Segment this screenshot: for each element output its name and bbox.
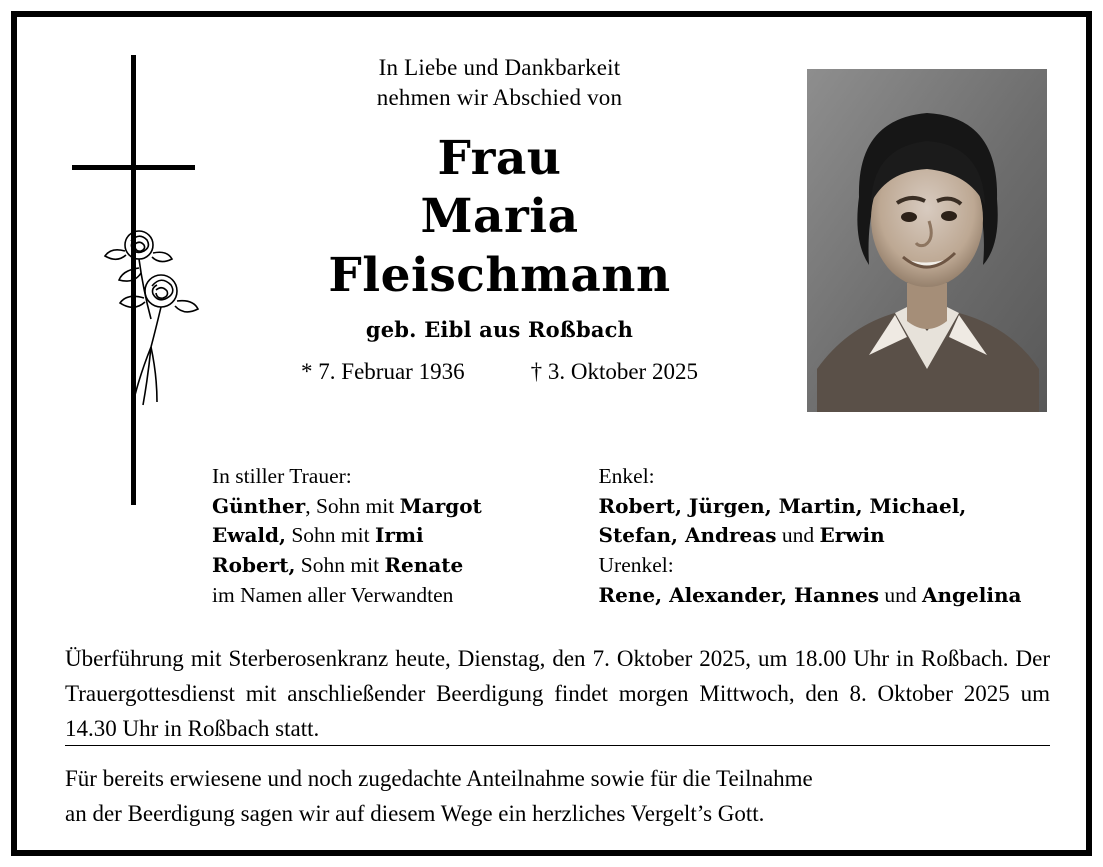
mourner-2-relation: Sohn mit (285, 523, 375, 548)
portrait-photo (807, 69, 1047, 412)
mourner-2-partner: Irmi (374, 523, 424, 548)
divider (65, 745, 1050, 746)
mourner-row-2 (212, 521, 549, 551)
mourner-row-1 (212, 492, 549, 522)
mourners-footer: im Namen aller Verwandten (212, 582, 454, 607)
grandchildren-names-1: Robert, Jürgen, Martin, Michael, (598, 493, 967, 518)
mourner-3-relation: Sohn mit (295, 552, 385, 577)
mourners-left-column (212, 462, 549, 610)
mourner-1-partner: Margot (399, 493, 482, 518)
mourners-right-column (599, 462, 1057, 610)
cross-with-roses-icon (57, 55, 237, 515)
mourners-heading: In stiller Trauer: (212, 464, 352, 488)
headline-block (212, 53, 787, 385)
name-line-1: Frau (437, 130, 562, 186)
great-grandchildren-heading: Urenkel: (598, 552, 674, 577)
grandchildren-names-3: Erwin (819, 523, 885, 548)
maiden-name: geb. Eibl aus Roßbach (365, 316, 634, 342)
mourners-block (212, 462, 1057, 610)
grandchildren-line-1 (599, 492, 1057, 522)
deceased-name (212, 130, 787, 306)
name-line-2: Maria (420, 189, 579, 245)
life-dates (212, 359, 787, 385)
grandchildren-names-2: Stefan, Andreas (598, 523, 777, 548)
thanks-line-1: Für bereits erwiesene und noch zugedachte Anteilnahme sowie für die Teilnahme (65, 766, 813, 791)
intro-line-2: nehmen wir Abschied von (376, 85, 623, 111)
birth-date: * 7. Februar 1936 (301, 358, 465, 384)
obituary-frame (11, 11, 1092, 856)
grandchildren-line-2 (599, 521, 1057, 551)
grandchildren-heading: Enkel: (598, 464, 655, 488)
mourner-1-relation: , Sohn mit (305, 493, 400, 518)
funeral-details-paragraph: Überführung mit Sterberosenkranz heute, Dienstag, den 7. Oktober 2025, um 18.00 Uhr in Roßbach. Der Trauergottesdienst mit anschließender Beerdigung findet morgen Mittwoch, den 8. Oktober 2025 um 14.30 Uhr in Roßbach statt. (65, 646, 1050, 741)
mourner-3-name: Robert, (212, 552, 296, 577)
grandchildren-conjunction: und (776, 523, 820, 548)
death-date: † 3. Oktober 2025 (530, 358, 698, 384)
mourner-3-partner: Renate (384, 552, 464, 577)
obituary-content (17, 17, 1086, 850)
name-line-3: Fleischmann (328, 248, 671, 304)
great-grandchildren-names-2: Angelina (921, 582, 1022, 607)
great-grandchildren-line (599, 581, 1057, 611)
great-grandchildren-conjunction: und (878, 582, 922, 607)
thanks-paragraph (65, 762, 1050, 831)
thanks-line-2: an der Beerdigung sagen wir auf diesem Wege ein herzliches Vergelt’s Gott. (65, 800, 765, 826)
mourner-2-name: Ewald, (212, 523, 286, 548)
intro-line-1: In Liebe und Dankbarkeit (378, 55, 621, 80)
mourner-1-name: Günther (212, 493, 306, 518)
mourner-row-3 (212, 551, 549, 581)
great-grandchildren-names-1: Rene, Alexander, Hannes (598, 582, 879, 607)
